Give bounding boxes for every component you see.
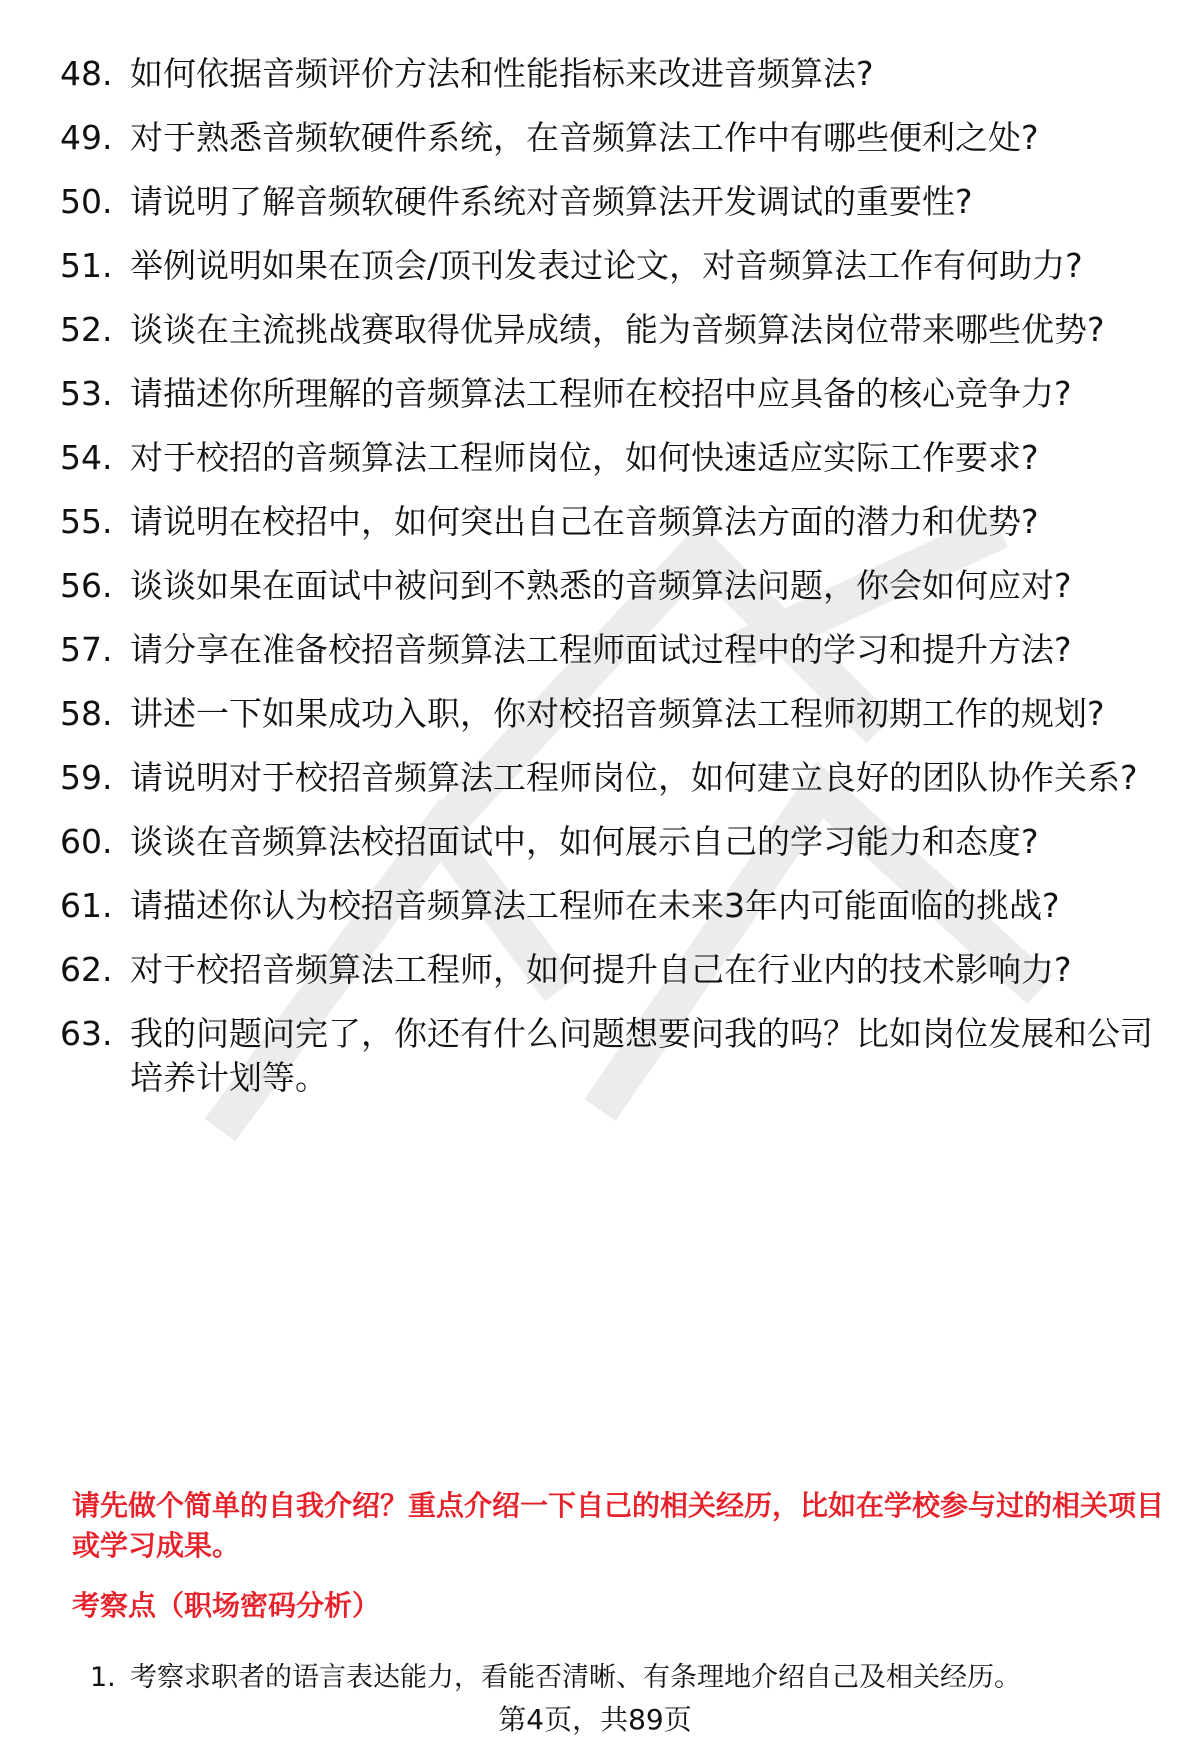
question-number: 54. [60, 438, 113, 477]
question-item [60, 884, 1160, 928]
question-text: 谈谈在音频算法校招面试中，如何展示自己的学习能力和态度? [130, 822, 1039, 861]
assessment-points [90, 1660, 1170, 1696]
question-text: 请分享在准备校招音频算法工程师面试过程中的学习和提升方法? [130, 630, 1072, 669]
question-text: 请说明对于校招音频算法工程师岗位，如何建立良好的团队协作关系? [130, 758, 1138, 797]
question-item [60, 756, 1160, 800]
intro-question: 请先做个简单的自我介绍？重点介绍一下自己的相关经历，比如在学校参与过的相关项目或学习成果。 [72, 1489, 1165, 1562]
question-text: 请说明在校招中，如何突出自己在音频算法方面的潜力和优势? [130, 502, 1039, 541]
question-number: 57. [60, 630, 113, 669]
question-number: 56. [60, 566, 113, 605]
question-number: 60. [60, 822, 113, 861]
question-text: 请描述你所理解的音频算法工程师在校招中应具备的核心竞争力? [130, 374, 1072, 413]
question-text: 我的问题问完了，你还有什么问题想要问我的吗？比如岗位发展和公司培养计划等。 [130, 1014, 1153, 1097]
question-text: 请描述你认为校招音频算法工程师在未来3年内可能面临的挑战? [130, 886, 1060, 925]
question-number: 62. [60, 950, 113, 989]
question-text: 如何依据音频评价方法和性能指标来改进音频算法? [130, 54, 874, 93]
section-title: 考察点（职场密码分析） [72, 1589, 381, 1622]
question-number: 52. [60, 310, 113, 349]
question-number: 48. [60, 54, 113, 93]
question-list [60, 52, 1160, 1120]
question-item [60, 116, 1160, 160]
page-footer: 第4页，共89页 [498, 1703, 692, 1736]
question-item [60, 244, 1160, 288]
question-number: 49. [60, 118, 113, 157]
question-number: 51. [60, 246, 113, 285]
question-text: 请说明了解音频软硬件系统对音频算法开发调试的重要性? [130, 182, 973, 221]
point-number: 1. [90, 1662, 116, 1693]
point-text: 考察求职者的语言表达能力，看能否清晰、有条理地介绍自己及相关经历。 [130, 1662, 1021, 1693]
question-text: 谈谈如果在面试中被问到不熟悉的音频算法问题，你会如何应对? [130, 566, 1072, 605]
question-number: 55. [60, 502, 113, 541]
question-item [60, 820, 1160, 864]
question-number: 58. [60, 694, 113, 733]
question-text: 讲述一下如果成功入职，你对校招音频算法工程师初期工作的规划? [130, 694, 1105, 733]
question-number: 63. [60, 1014, 113, 1053]
question-item [60, 692, 1160, 736]
question-number: 61. [60, 886, 113, 925]
question-item [60, 372, 1160, 416]
point-item [90, 1660, 1170, 1696]
question-item [60, 564, 1160, 608]
question-item [60, 308, 1160, 352]
question-item [60, 180, 1160, 224]
question-item [60, 1012, 1160, 1100]
question-number: 53. [60, 374, 113, 413]
question-number: 59. [60, 758, 113, 797]
question-number: 50. [60, 182, 113, 221]
question-item [60, 948, 1160, 992]
question-item [60, 628, 1160, 672]
question-item [60, 52, 1160, 96]
question-item [60, 500, 1160, 544]
question-text: 对于熟悉音频软硬件系统，在音频算法工作中有哪些便利之处? [130, 118, 1039, 157]
question-text: 对于校招音频算法工程师，如何提升自己在行业内的技术影响力? [130, 950, 1072, 989]
question-item [60, 436, 1160, 480]
question-text: 举例说明如果在顶会/顶刊发表过论文，对音频算法工作有何助力? [130, 246, 1083, 285]
question-text: 谈谈在主流挑战赛取得优异成绩，能为音频算法岗位带来哪些优势? [130, 310, 1105, 349]
question-text: 对于校招的音频算法工程师岗位，如何快速适应实际工作要求? [130, 438, 1039, 477]
